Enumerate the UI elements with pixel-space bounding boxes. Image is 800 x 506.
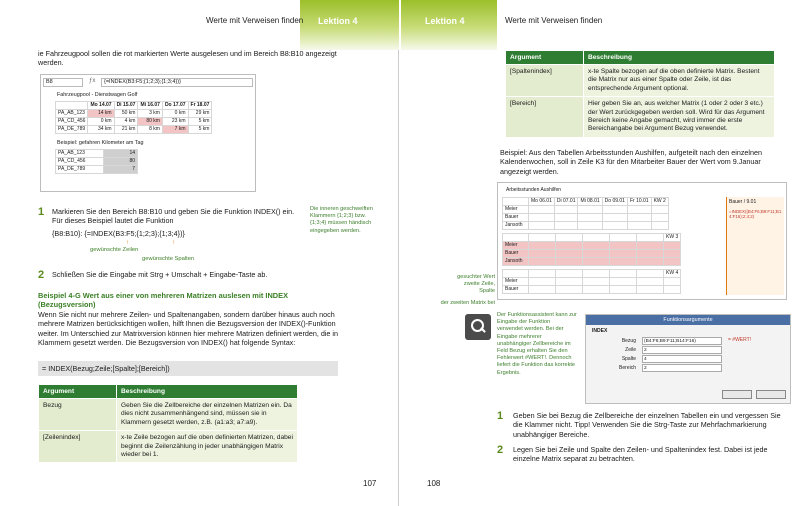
dialog-fn: INDEX (592, 328, 608, 334)
table-cell: x-te Spalte bezogen auf die oben definierte Matrix. Bestent die Matrix nur aus einer Spalte oder Zeile, ist das entsprechende Argument optional. (584, 65, 775, 97)
grid-cell: 0 km (162, 110, 188, 118)
table-row (506, 65, 775, 97)
table-cell: Bezug (39, 399, 117, 431)
table-cell: Hier geben Sie an, aus welcher Matrix (1 oder 2 oder 3 etc.) der Wert zurückgegeben werden soll. Wird für das Argument Bereich keine Angabe gemacht, wird immer die erste Bereichangabe bei Argument Bezug verwendet. (584, 97, 775, 138)
step-number: 1 (38, 206, 45, 218)
grid-cell: 80 km (138, 118, 162, 126)
example-text: Wenn Sie nicht nur mehrere Zeilen- und Spaltenangaben, sondern darüber hinaus auch noch mehrere Matrizen berücksichtigen wollen, hilft Ihnen die Bezugsversion der INDEX()-Funktion weiter. Im Unterschied zur Matrixversion können hier mehrere Matrizen definiert werden, die in Klammern gesetzt werden. Die Bezugsversion von INDEX() hat folgende Syntax: (38, 310, 339, 348)
sheet2-title: Arbeitsstunden Aushilfen (506, 187, 562, 193)
grid-cell: PA_CD_456 (56, 118, 88, 126)
right-header-title: Werte mit Verweisen finden (505, 16, 603, 25)
grid-cell: PA_CD_456 (56, 158, 104, 166)
dialog-input[interactable]: 2 (642, 346, 722, 354)
dialog-input[interactable]: (B4:F6;B9:F11;B14:F16) (642, 337, 722, 345)
sheet2-result-area (726, 197, 784, 295)
table-row (39, 431, 298, 463)
grid-cell: 21 km (114, 126, 138, 134)
table-header: Argument (506, 51, 584, 65)
sheet2-screenshot (497, 182, 787, 300)
table-cell: [Spaltenindex] (506, 65, 584, 97)
cancel-button[interactable] (756, 390, 786, 399)
grid-cell: Meier (503, 206, 529, 214)
result-grid (55, 149, 138, 174)
grid-cell: 7 km (162, 126, 188, 134)
table-cell: Geben Sie die Zellbereiche der einzelnen Matrizen ein. Da dies nicht zusammenhängend sind, müssen sie in Klammern gesetzt werden, z.B. (a1:a3; a7:a9). (117, 399, 298, 431)
page-number: 108 (427, 479, 441, 488)
grid-cell: Meier (503, 278, 529, 286)
grid-cell: 3 km (138, 110, 162, 118)
grid-cell: Bauer (503, 214, 529, 222)
dialog-field-label: Bereich (619, 365, 636, 371)
argument-table (505, 50, 775, 138)
grid-cell: 23 km (162, 118, 188, 126)
grid-cell: 29 km (188, 110, 212, 118)
grid-cell: 14 km (88, 110, 114, 118)
dialog-field-label: Zeile (625, 347, 636, 353)
namebox: B8 (43, 78, 83, 87)
search-icon (465, 314, 491, 340)
right-lektion-label: Lektion 4 (425, 16, 465, 26)
sheet-title: Fahrzeugpool - Dienstwagen Golf (57, 92, 138, 98)
dialog-input[interactable]: 2 (642, 364, 722, 372)
sheet-screenshot (40, 74, 256, 192)
page-number: 107 (363, 479, 377, 488)
grid-header (56, 102, 88, 110)
table-header: Beschreibung (584, 51, 775, 65)
grid-cell: Meier (503, 242, 529, 250)
left-header-title: Werte mit Verweisen finden (206, 16, 304, 25)
table-row (506, 97, 775, 138)
grid-header: Di 07.01 (554, 198, 578, 206)
grid-cell: PA_AB_123 (56, 110, 88, 118)
sheet-grid (55, 101, 212, 134)
ok-button[interactable] (722, 390, 752, 399)
table-row (39, 399, 298, 431)
step-number: 1 (497, 410, 504, 422)
grid-cell: Bauer (503, 250, 529, 258)
grid-cell: 50 km (114, 110, 138, 118)
table-header: Beschreibung (117, 385, 298, 399)
step1-text: Geben Sie bei Bezug die Zellbereiche der einzelnen Tabellen ein und vergessen Sie die Klammer nicht. Tipp! Verwenden Sie die Strg-Taste zur Mehrfachmarkierung unabhängiger Bereiche. (513, 411, 781, 439)
grid-cell: PA_DE_789 (56, 166, 104, 174)
dialog-title: Funktionsargumente (586, 315, 790, 325)
step-number: 2 (38, 269, 45, 281)
arrow-icon: ↑ (172, 240, 175, 246)
grid-cell: PA_AB_123 (56, 150, 104, 158)
wanted-cols-label: gewünschte Spalten (142, 256, 195, 262)
grid-cell: 8 km (138, 126, 162, 134)
grid-cell: Bauer (503, 286, 529, 294)
grid-cell: Jansoth (503, 258, 529, 266)
grid-header: Fr 10.01 (627, 198, 651, 206)
example-title: Beispiel 4-G Wert aus einer von mehreren Matrizen auslesen mit INDEX (Bezugsversion) (38, 291, 288, 310)
example-text: Beispiel: Aus den Tabellen Arbeitsstunden Aushilfen, aufgeteilt nach den einzelnen Kalenderwochen, soll in Zeile K3 für den Mitarbeiter Bauer der Wert vom 9.Januar angezeigt werden. (500, 148, 762, 176)
grid-header: Mo 14.07 (88, 102, 114, 110)
right-page (401, 0, 800, 506)
grid-header: KW 2 (651, 198, 668, 206)
step2-text: Schließen Sie die Eingabe mit Strg + Umschalt + Eingabe-Taste ab. (52, 270, 268, 279)
sheet2-grid-kw3 (502, 233, 681, 266)
margin-note-matrix: der zweiten Matrix bei (440, 300, 495, 306)
formula-bar: {=INDEX(B3:F5;{1;2;3};{1;3;4})} (101, 78, 253, 87)
margin-note: Die inneren geschweiften Klammern {1;2;3} bzw. {1;3;4} müssen händisch eingegeben werden. (310, 206, 373, 234)
grid-cell: 4 km (114, 118, 138, 126)
sheet2-result-formula: =INDEX((B4:F6;B9:F11;B14:F16);2;4;2) (729, 209, 782, 219)
grid-header: Mo 06.01 (529, 198, 555, 206)
wanted-rows-label: gewünschte Zeilen (90, 247, 139, 253)
grid-cell: 0 km (88, 118, 114, 126)
grid-cell: 7 (104, 166, 138, 174)
grid-cell: PA_DE_789 (56, 126, 88, 134)
search-note: Der Funktionsassistent kann zur Eingabe der Funktion verwendet werden. Bei der Eingabe mehrerer unabhängiger Zellbereiche im Feld Bezug erhalten Sie den Fehlerwert #WERT!. Dennoch liefert die Funktion das korrekte Ergebnis. (497, 312, 577, 376)
table-header: Argument (39, 385, 117, 399)
grid-cell: 80 (104, 158, 138, 166)
left-page (0, 0, 399, 506)
table-cell: [Zeilenindex] (39, 431, 117, 463)
dialog-field-label: Spalte (621, 356, 636, 362)
step1-text: Markieren Sie den Bereich B8:B10 und geben Sie die Funktion INDEX() ein. Für dieses Beispiel lautet die Funktion (52, 207, 295, 226)
sheet2-result-label: Bauer / 9.01 (729, 199, 757, 205)
table-cell: x-te Zeile bezogen auf die oben definierten Matrizen, dabei beginnt die Zeilenzählung in jeder unabhängigen Matrix wieder bei 1. (117, 431, 298, 463)
grid-cell: 34 km (88, 126, 114, 134)
grid-header: Do 09.01 (602, 198, 627, 206)
sheet2-grid-kw4 (502, 269, 681, 294)
grid-cell: Jansoth (503, 222, 529, 230)
grid-header: Di 15.07 (114, 102, 138, 110)
function-arguments-dialog (585, 314, 791, 404)
grid-header: Mi 16.07 (138, 102, 162, 110)
dialog-input[interactable]: 4 (642, 355, 722, 363)
grid-cell: 5 km (188, 118, 212, 126)
arrow-icon: ↑ (126, 240, 129, 246)
grid-header: Fr 18.07 (188, 102, 212, 110)
step2-text: Legen Sie bei Zeile und Spalte den Zeilen- und Spaltenindex fest. Dabei ist jede einzelne Matrix separat zu betrachten. (513, 445, 768, 464)
grid-cell: 5 km (188, 126, 212, 134)
left-lektion-label: Lektion 4 (318, 16, 358, 26)
dialog-inputs (642, 337, 722, 372)
grid-header: KW 4 (664, 270, 681, 278)
sheet-result-label: Beispiel: gefahren Kilometer am Tag (57, 140, 144, 146)
grid-header: KW 3 (664, 234, 681, 242)
grid-header: Do 17.07 (162, 102, 188, 110)
dialog-field-label: Bezug (621, 338, 636, 344)
margin-note-row: gesuchter Wert zweite Zeile, Spalte (457, 274, 495, 295)
sheet2-grid-kw2 (502, 197, 669, 230)
step-number: 2 (497, 444, 504, 456)
fx-icon: ƒx (89, 78, 96, 84)
syntax-box: = INDEX(Bezug;Zeile;[Spalte];[Bereich]) (38, 361, 338, 376)
dialog-result: = #WERT! (728, 337, 752, 343)
left-intro: ie Fahrzeugpool sollen die rot markierten Werte ausgelesen und im Bereich B8:B10 angezeigt werden. (38, 49, 337, 68)
grid-cell: 14 (104, 150, 138, 158)
formula-line: {B8:B10}: {=INDEX(B3:F5;{1;2;3};{1;3;4})} (52, 229, 185, 238)
argument-table (38, 384, 298, 463)
grid-header: Mi 08.01 (578, 198, 602, 206)
dialog-labels (606, 337, 636, 373)
table-cell: [Bereich] (506, 97, 584, 138)
